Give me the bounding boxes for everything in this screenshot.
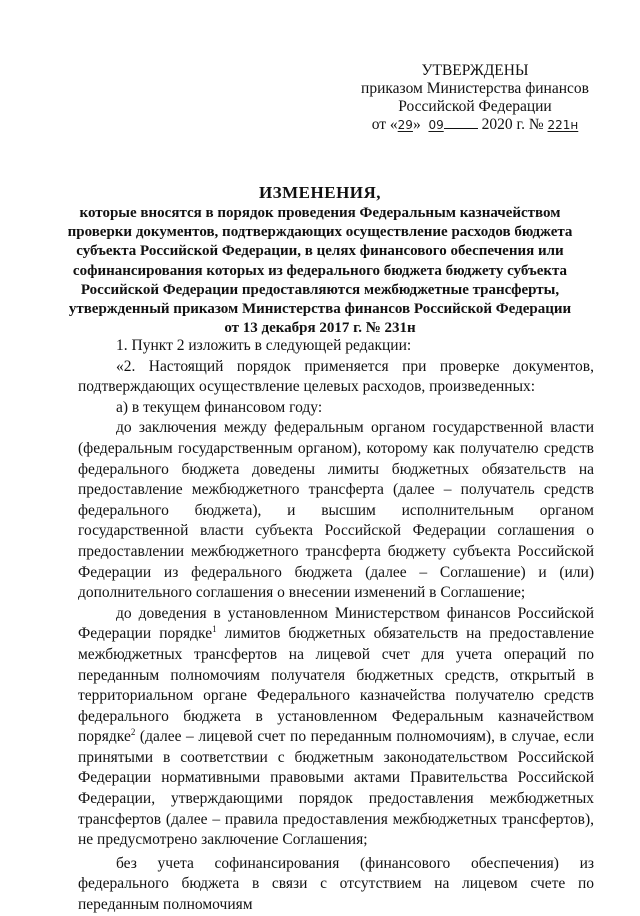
- paragraph-4: до заключения между федеральным органом государственной власти (федеральным государственным органом), которому как получателю средств федерального бюджета доведены лимиты бюджетных обязательств на предоставление межбюджетного трансферта (далее – получатель средств федерального бюджета), и высшим исполнительным органом государственной власти субъекта Российской Федерации соглашения о предоставлении межбюджетного трансферта бюджету субъекта Российской Федерации из федерального бюджета (далее – Соглашение) и (или) дополнительного соглашения о внесении изменений в Соглашение;: [78, 419, 594, 602]
- footnote-ref-2: 2: [130, 727, 136, 738]
- approval-date-month: 09: [428, 118, 444, 132]
- approval-date-prefix: от «: [371, 116, 398, 133]
- document-heading: [60, 182, 580, 338]
- approval-date-line: [330, 116, 620, 134]
- footnote-ref-1: 1: [212, 624, 217, 635]
- paragraph-5: [78, 604, 594, 851]
- document-title: ИЗМЕНЕНИЯ,: [258, 183, 382, 202]
- approval-date-sep: »: [412, 116, 421, 133]
- approval-order-number: 221н: [547, 118, 579, 132]
- approval-stamp: [330, 62, 620, 134]
- approval-title: УТВЕРЖДЕНЫ: [421, 62, 529, 79]
- paragraph-3: а) в текущем финансовом году:: [116, 398, 323, 416]
- approval-country-line: Российской Федерации: [398, 98, 552, 115]
- approval-ministry-line: приказом Министерства финансов: [361, 80, 589, 97]
- paragraph-6: без учета софинансирования (финансового обеспечения) из федерального бюджета в связи с отсутствием на лицевом счете по переданным полномочиям: [78, 854, 594, 914]
- approval-date-day: 29: [397, 118, 413, 132]
- paragraph-5-part-b: лимитов бюджетных обязательств на предоставление межбюджетных трансфертов на лицевой счет для учета операций по переданным полномочиям получателя бюджетных средств, открытый в территориальном органе Федерального казначейства получателю средств федерального бюджета в установленном Федеральным казначейством порядке: [78, 625, 594, 746]
- paragraph-5-part-a: до доведения в установленном Министерством финансов Российской Федерации порядке: [78, 604, 594, 643]
- paragraph-5-part-c: (далее – лицевой счет по переданным полномочиям), в случае, если принятыми в соответствии с бюджетным законодательством Российской Федерации нормативными правовыми актами Правительства Российской Федерации, утверждающими порядок предоставления межбюджетных трансфертов (далее – правила предоставления межбюджетных трансфертов), не предусмотрено заключение Соглашения;: [78, 728, 594, 849]
- document-subtitle: которые вносятся в порядок проведения Федеральным казначейством проверки документов, подтверждающих осуществление расходов бюджета субъекта Российской Федерации, в целях финансового обеспечения или софинансирования которых из федерального бюджета бюджету субъекта Российской Федерации предоставляются межбюджетные трансферты, утвержденный приказом Министерства финансов Российской Федерации от 13 декабря 2017 г. № 231н: [67, 205, 573, 337]
- paragraph-2: «2. Настоящий порядок применяется при проверке документов, подтверждающих осуществление целевых расходов, произведенных:: [78, 357, 594, 396]
- approval-date-year: 2020 г. №: [481, 116, 544, 133]
- approval-date-blank: [444, 116, 478, 129]
- document-body: [78, 336, 594, 916]
- paragraph-1: 1. Пункт 2 изложить в следующей редакции:: [116, 337, 412, 354]
